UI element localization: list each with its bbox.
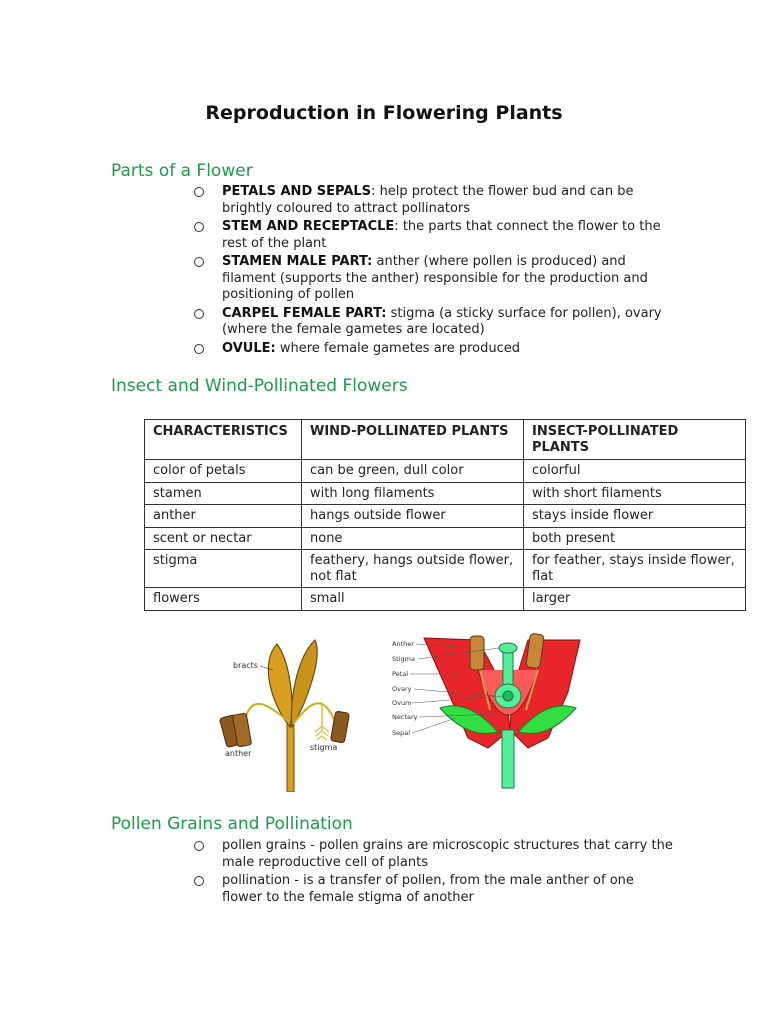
table-cell: can be green, dull color [302,460,524,483]
table-cell: stays inside flower [524,505,746,528]
table-cell: none [302,527,524,550]
table-cell: with long filaments [302,482,524,505]
anther-left-shape [470,636,484,670]
list-item-term: CARPEL FEMALE PART: [222,305,387,321]
comparison-table [144,419,746,611]
table-row [145,588,746,611]
label-petal: Petal [392,670,409,678]
list-item [194,306,674,339]
leader-sepal [412,718,456,733]
table-cell: both present [524,527,746,550]
table-cell: scent or nectar [145,527,302,550]
list-item-term: PETALS AND SEPALS [222,184,372,199]
section-heading-pollinated: Insect and Wind-Pollinated Flowers [111,376,408,396]
table-row [145,505,746,528]
list-item [194,838,674,871]
table-cell: stigma [145,550,302,588]
label-stigma: stigma [310,743,338,752]
ovum-shape [503,691,513,701]
list-item-text: stigma (a sticky surface for pollen), ovary (where the female gametes are located) [222,305,662,337]
list-item-text: anther (where pollen is produced) and filament (supports the anther) responsible for the production and positioning of pollen [222,254,648,302]
list-item [194,873,674,906]
table-row [145,550,746,588]
list-item-sep: : [394,219,399,234]
column-header: WIND-POLLINATED PLANTS [302,420,524,460]
list-item [194,219,674,252]
column-header: CHARACTERISTICS [145,420,302,460]
bract-right-shape [291,640,317,727]
table-cell: for feather, stays inside flower, flat [524,550,746,588]
table-cell: flowers [145,588,302,611]
stigma-shape [499,643,517,653]
insect-pollinated-flower-figure [388,630,588,790]
table-cell: small [302,588,524,611]
label-anther: Anther [392,640,414,648]
list-item-term: OVULE: [222,340,276,356]
pollen-list [194,838,674,908]
label-ovary: Ovary [392,685,412,693]
table-cell: stamen [145,482,302,505]
table-cell: hangs outside flower [302,505,524,528]
list-item [194,254,674,304]
page-title: Reproduction in Flowering Plants [205,102,563,124]
label-anther: anther [225,749,252,758]
list-item [194,341,674,358]
stem-shape [287,720,294,792]
table-row [145,527,746,550]
section-heading-parts: Parts of a Flower [111,161,253,181]
table-cell: color of petals [145,460,302,483]
table-cell: with short filaments [524,482,746,505]
table-cell: colorful [524,460,746,483]
bullet-circle-icon [194,841,204,851]
list-item-text: where female gametes are produced [275,340,521,356]
bullet-circle-icon [194,344,204,354]
label-stigma: Stigma [392,655,415,663]
section-heading-pollen: Pollen Grains and Pollination [111,814,353,834]
column-header: INSECT-POLLINATED PLANTS [524,420,746,460]
label-sepal: Sepal [392,729,411,737]
list-item-text: the parts that connect the flower to the rest of the plant [222,219,661,251]
bullet-circle-icon [194,257,204,267]
stem-shape [502,730,514,788]
list-item-sep: : [371,184,376,199]
table-cell: feathery, hangs outside flower, not flat [302,550,524,588]
list-item-term: STEM AND RECEPTACLE [222,219,395,234]
table-row [145,460,746,483]
bullet-circle-icon [194,309,204,319]
bullet-circle-icon [194,187,204,197]
anther-right-shape [331,711,350,743]
list-item [194,184,674,217]
list-item-term: STAMEN MALE PART: [222,254,373,269]
bullet-circle-icon [194,876,204,886]
bullet-circle-icon [194,222,204,232]
table-cell: larger [524,588,746,611]
list-item-text: help protect the flower bud and can be brightly coloured to attract pollinators [222,184,634,216]
list-item-text: pollination - is a transfer of pollen, from the male anther of one flower to the female stigma of another [222,873,634,905]
label-ovum: Ovum [392,699,412,707]
wind-pollinated-flower-figure [215,632,360,792]
table-row [145,482,746,505]
table-cell: anther [145,505,302,528]
list-item-text: pollen grains - pollen grains are microscopic structures that carry the male reproductive cell of plants [222,838,673,870]
parts-list [194,184,674,359]
table-header-row [145,420,746,460]
label-bracts: bracts [233,661,258,670]
label-nectary: Nectary [392,713,418,721]
